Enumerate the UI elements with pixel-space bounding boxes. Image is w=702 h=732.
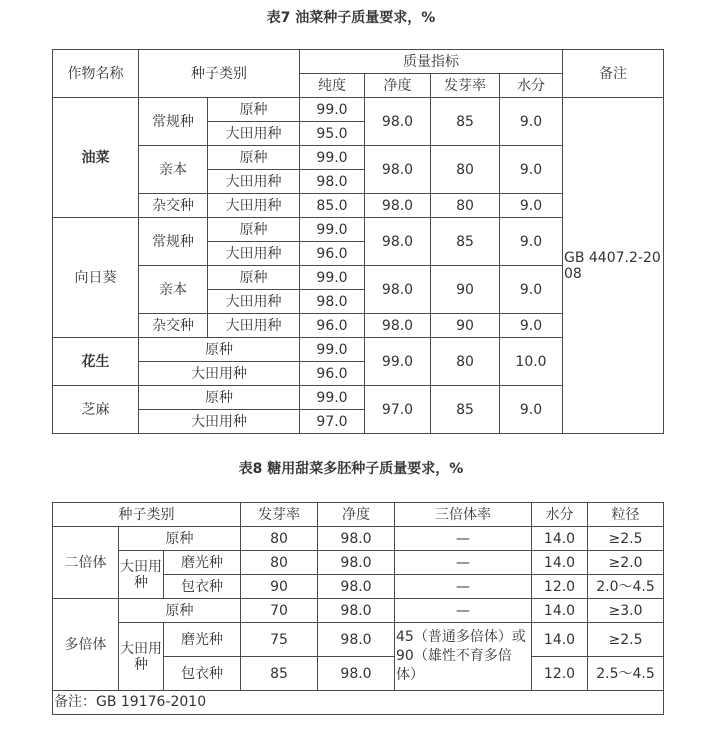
- moisture-cell: 14.0: [532, 527, 588, 551]
- table-row: [53, 691, 664, 715]
- group-field-seed: 大田用种: [119, 623, 164, 691]
- rapeseed-quality-table: [52, 49, 664, 434]
- seed-subtype-field: 大田用种: [208, 290, 300, 314]
- purity-cell: 99.0: [300, 98, 365, 122]
- purity-cell: 99.0: [300, 146, 365, 170]
- size-cell: ≥3.0: [588, 599, 664, 623]
- germination-cell: 80: [241, 551, 318, 575]
- seed-subtype-original: 原种: [208, 266, 300, 290]
- seed-type-parent: 亲本: [139, 146, 208, 194]
- header-moisture: 水分: [532, 503, 588, 527]
- purity-cell: 95.0: [300, 122, 365, 146]
- table7-caption: 表7 油菜种子质量要求，%: [266, 10, 436, 26]
- germination-cell: 90: [431, 266, 500, 314]
- size-cell: ≥2.5: [588, 623, 664, 657]
- header-seed-type: 种子类别: [139, 50, 300, 98]
- seed-subtype-polished: 磨光种: [164, 551, 241, 575]
- group-field-seed: 大田用种: [119, 551, 164, 599]
- germination-cell: 90: [241, 575, 318, 599]
- header-note: 备注: [563, 50, 664, 98]
- seed-type-hybrid: 杂交种: [139, 194, 208, 218]
- purity-cell: 97.0: [300, 410, 365, 434]
- crop-rapeseed: 油菜: [53, 98, 139, 218]
- purity-cell: 96.0: [300, 242, 365, 266]
- seed-subtype-coated: 包衣种: [164, 657, 241, 691]
- moisture-cell: 14.0: [532, 623, 588, 657]
- triploid-cell: —: [395, 599, 532, 623]
- sugar-beet-quality-table: [52, 502, 664, 715]
- germination-cell: 85: [241, 657, 318, 691]
- seed-type-conventional: 常规种: [139, 98, 208, 146]
- purity-cell: 99.0: [300, 218, 365, 242]
- header-seed-type: 种子类别: [53, 503, 241, 527]
- purity-cell: 98.0: [300, 290, 365, 314]
- triploid-cell: 45（普通多倍体）或90（雄性不育多倍体）: [395, 623, 532, 691]
- header-cleanliness: 净度: [365, 74, 431, 98]
- header-germination: 发芽率: [241, 503, 318, 527]
- header-moisture: 水分: [500, 74, 563, 98]
- table-row: [53, 599, 664, 623]
- seed-subtype-original: 原种: [119, 527, 241, 551]
- seed-type-hybrid: 杂交种: [139, 314, 208, 338]
- triploid-cell: —: [395, 527, 532, 551]
- cleanliness-cell: 99.0: [365, 338, 431, 386]
- triploid-cell: —: [395, 575, 532, 599]
- cleanliness-cell: 98.0: [318, 551, 395, 575]
- germination-cell: 75: [241, 623, 318, 657]
- table-row: [53, 98, 664, 122]
- seed-subtype-original: 原种: [139, 386, 300, 410]
- triploid-cell: —: [395, 551, 532, 575]
- size-cell: ≥2.0: [588, 551, 664, 575]
- moisture-cell: 10.0: [500, 338, 563, 386]
- group-polyploid: 多倍体: [53, 599, 119, 691]
- seed-subtype-field: 大田用种: [139, 410, 300, 434]
- header-cleanliness: 净度: [318, 503, 395, 527]
- standard-note: 备注：GB 19176-2010: [53, 691, 664, 715]
- cleanliness-cell: 98.0: [318, 623, 395, 657]
- purity-cell: 96.0: [300, 362, 365, 386]
- cleanliness-cell: 98.0: [365, 266, 431, 314]
- crop-sesame: 芝麻: [53, 386, 139, 434]
- cleanliness-cell: 98.0: [365, 314, 431, 338]
- germination-cell: 80: [431, 146, 500, 194]
- moisture-cell: 12.0: [532, 575, 588, 599]
- table-row: [53, 551, 664, 575]
- table-row: [53, 623, 664, 657]
- header-quality: 质量指标: [300, 50, 563, 74]
- moisture-cell: 9.0: [500, 218, 563, 266]
- seed-subtype-field: 大田用种: [208, 242, 300, 266]
- seed-subtype-original: 原种: [119, 599, 241, 623]
- header-purity: 纯度: [300, 74, 365, 98]
- germination-cell: 85: [431, 98, 500, 146]
- purity-cell: 99.0: [300, 266, 365, 290]
- moisture-cell: 9.0: [500, 266, 563, 314]
- moisture-cell: 14.0: [532, 599, 588, 623]
- purity-cell: 99.0: [300, 386, 365, 410]
- germination-cell: 80: [431, 194, 500, 218]
- seed-subtype-original: 原种: [139, 338, 300, 362]
- cleanliness-cell: 98.0: [365, 98, 431, 146]
- seed-type-conventional: 常规种: [139, 218, 208, 266]
- cleanliness-cell: 98.0: [365, 146, 431, 194]
- crop-sunflower: 向日葵: [53, 218, 139, 338]
- purity-cell: 98.0: [300, 170, 365, 194]
- seed-subtype-field: 大田用种: [139, 362, 300, 386]
- standard-note: GB 4407.2-2008: [563, 98, 664, 434]
- cleanliness-cell: 98.0: [365, 218, 431, 266]
- seed-type-parent: 亲本: [139, 266, 208, 314]
- germination-cell: 70: [241, 599, 318, 623]
- seed-subtype-original: 原种: [208, 98, 300, 122]
- purity-cell: 99.0: [300, 338, 365, 362]
- purity-cell: 85.0: [300, 194, 365, 218]
- cleanliness-cell: 98.0: [318, 527, 395, 551]
- seed-subtype-polished: 磨光种: [164, 623, 241, 657]
- purity-cell: 96.0: [300, 314, 365, 338]
- seed-subtype-coated: 包衣种: [164, 575, 241, 599]
- moisture-cell: 9.0: [500, 386, 563, 434]
- size-cell: 2.0～4.5: [588, 575, 664, 599]
- germination-cell: 80: [241, 527, 318, 551]
- seed-subtype-field: 大田用种: [208, 170, 300, 194]
- cleanliness-cell: 98.0: [318, 599, 395, 623]
- moisture-cell: 9.0: [500, 314, 563, 338]
- cleanliness-cell: 98.0: [365, 194, 431, 218]
- moisture-cell: 9.0: [500, 146, 563, 194]
- seed-subtype-field: 大田用种: [208, 314, 300, 338]
- germination-cell: 80: [431, 338, 500, 386]
- moisture-cell: 9.0: [500, 98, 563, 146]
- header-germination: 发芽率: [431, 74, 500, 98]
- moisture-cell: 12.0: [532, 657, 588, 691]
- header-size: 粒径: [588, 503, 664, 527]
- cleanliness-cell: 97.0: [365, 386, 431, 434]
- cleanliness-cell: 98.0: [318, 657, 395, 691]
- size-cell: 2.5～4.5: [588, 657, 664, 691]
- seed-subtype-field: 大田用种: [208, 194, 300, 218]
- cleanliness-cell: 98.0: [318, 575, 395, 599]
- seed-subtype-original: 原种: [208, 146, 300, 170]
- seed-subtype-original: 原种: [208, 218, 300, 242]
- size-cell: ≥2.5: [588, 527, 664, 551]
- seed-subtype-field: 大田用种: [208, 122, 300, 146]
- germination-cell: 90: [431, 314, 500, 338]
- header-crop: 作物名称: [53, 50, 139, 98]
- moisture-cell: 14.0: [532, 551, 588, 575]
- header-triploid: 三倍体率: [395, 503, 532, 527]
- table8-caption: 表8 糖用甜菜多胚种子质量要求，%: [238, 461, 464, 477]
- germination-cell: 85: [431, 386, 500, 434]
- crop-peanut: 花生: [53, 338, 139, 386]
- moisture-cell: 9.0: [500, 194, 563, 218]
- group-diploid: 二倍体: [53, 527, 119, 599]
- table-row: [53, 527, 664, 551]
- germination-cell: 85: [431, 218, 500, 266]
